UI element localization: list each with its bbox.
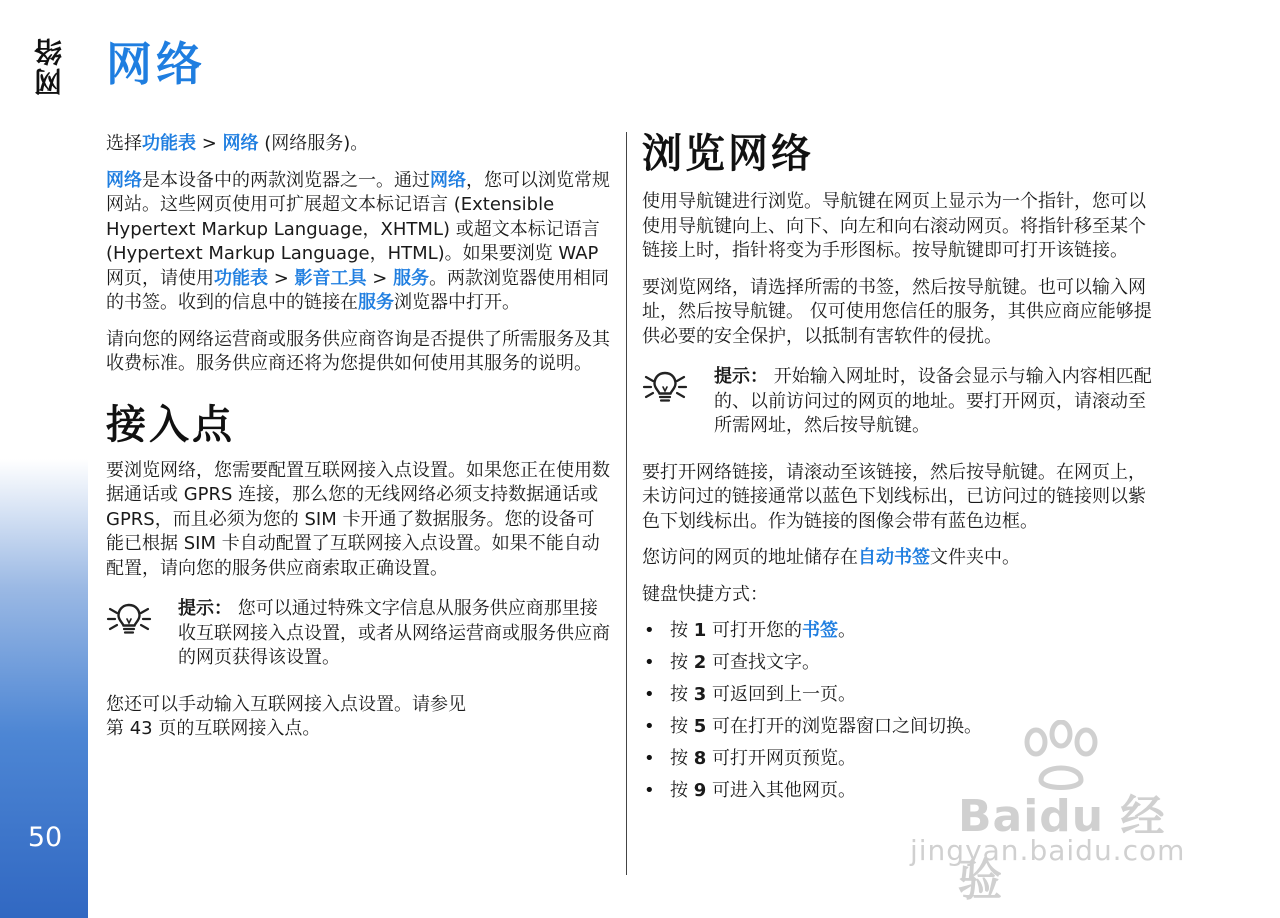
text-span: 是本设备中的两款浏览器之一。通过 <box>142 169 430 191</box>
shortcut-key: 3 <box>693 684 707 705</box>
text-span: 按 <box>670 780 694 801</box>
menu-link-services[interactable]: 服务 <box>393 267 430 289</box>
menu-link-web[interactable]: 网络 <box>222 133 259 154</box>
list-item <box>642 651 1152 675</box>
text-span: 可打开网页预览。 <box>706 748 856 769</box>
watermark-brand: Baidu 经验 <box>958 791 1166 906</box>
tip-label: 提示： <box>178 598 232 619</box>
links-paragraph: 要打开网络链接，请滚动至该链接，然后按导航键。在网页上，未访问过的链接通常以蓝色下划线标出，已访问过的链接则以紫色下划线标出。作为链接的图像会带有蓝色边框。 <box>642 461 1146 532</box>
menu-path-paragraph <box>106 132 611 157</box>
shortcuts-heading: 键盘快捷方式： <box>642 583 768 605</box>
menu-link-functions[interactable]: 功能表 <box>142 133 196 154</box>
page-reference: 第 43 页的互联网接入点。 <box>106 718 321 739</box>
shortcut-key: 1 <box>693 620 707 641</box>
watermark-url: jingyan.baidu.com <box>910 834 1186 867</box>
text-span: 按 <box>670 716 694 737</box>
shortcut-key: 2 <box>693 652 707 673</box>
manual-setup-paragraph <box>106 693 611 742</box>
sidebar <box>0 0 88 918</box>
text-span: 可返回到上一页。 <box>706 684 856 705</box>
section-heading-browse: 浏览网络 <box>642 131 814 177</box>
column-divider <box>626 132 627 875</box>
auto-bookmarks-paragraph <box>642 546 1152 571</box>
menu-link-functions[interactable]: 功能表 <box>214 267 268 289</box>
text-span: > <box>366 267 394 289</box>
text-span: 。两款浏览器使用相同的书签。收到的信息中的链接在 <box>106 267 610 313</box>
navigation-paragraph: 使用导航键进行浏览。导航键在网页上显示为一个指针，您可以使用导航键向上、向下、向左和向右滚动网页。将指针移至某个链接上时，指针将变为手形图标。按导航键即可打开该链接。 <box>642 191 1146 261</box>
tip-box <box>106 597 611 671</box>
browse-paragraph: 要浏览网络，请选择所需的书签，然后按导航键。也可以输入网址，然后按导航键。 仅可使用您信任的服务，其供应商应能够提供必要的安全保护，以抵制有害软件的侵扰。 <box>642 276 1152 347</box>
menu-link-media-tools[interactable]: 影音工具 <box>294 267 367 289</box>
menu-link-services[interactable]: 服务 <box>358 292 394 313</box>
bookmarks-link[interactable]: 书签 <box>802 620 838 641</box>
sidebar-section-title: 网络 <box>33 36 66 96</box>
tip-box <box>642 365 1152 439</box>
watermark <box>908 720 1208 906</box>
tip-body: 开始输入网址时，设备会显示与输入内容相匹配的、以前访问过的网页的地址。要打开网页，请滚动至所需网址，然后按导航键。 <box>714 366 1152 436</box>
menu-link-web[interactable]: 网络 <box>106 169 142 191</box>
right-column <box>642 132 1152 811</box>
tip-text <box>178 597 611 671</box>
text-span: 按 <box>670 748 694 769</box>
text-span: 您访问的网页的地址储存在 <box>642 547 858 568</box>
shortcut-key: 9 <box>693 780 707 801</box>
text-span: 按 <box>670 652 694 673</box>
text-span: > <box>268 267 295 289</box>
auto-bookmarks-link[interactable]: 自动书签 <box>858 547 930 568</box>
text-span: 选择 <box>106 133 142 154</box>
shortcut-key: 8 <box>693 748 707 769</box>
text-span: 可打开您的 <box>706 620 802 641</box>
page-number: 50 <box>27 822 63 853</box>
text-span: 。 <box>838 620 856 641</box>
text-span: 可在打开的浏览器窗口之间切换。 <box>706 716 982 737</box>
tip-label: 提示： <box>714 366 768 387</box>
text-span: 文件夹中。 <box>930 547 1020 568</box>
text-span: > <box>196 133 223 154</box>
intro-paragraph <box>106 169 611 316</box>
text-span: 按 <box>670 620 694 641</box>
text-span: (网络服务)。 <box>258 133 369 154</box>
lightbulb-icon <box>106 597 178 671</box>
menu-link-web[interactable]: 网络 <box>430 169 466 191</box>
section-heading-access-point: 接入点 <box>106 401 235 448</box>
tip-text <box>714 365 1152 439</box>
text-span: 可进入其他网页。 <box>706 780 856 801</box>
text-span: 您还可以手动输入互联网接入点设置。请参见 <box>106 693 466 715</box>
text-span: ，您可以浏览常规网站。这些网页使用可扩展超文本标记语言 (Extensible Hypertext Markup Language，XHTML) 或超文本标记语言 (Hypertext Markup Language，HTML)。如果要浏览 WAP 网页，请使用 <box>106 169 610 289</box>
operator-paragraph: 请向您的网络运营商或服务供应商咨询是否提供了所需服务及其收费标准。服务供应商还将为您提供如何使用其服务的说明。 <box>106 328 610 374</box>
list-item <box>642 683 1152 707</box>
left-column <box>106 132 611 754</box>
list-item <box>642 619 1152 643</box>
text-span: 按 <box>670 684 694 705</box>
lightbulb-icon <box>642 365 714 439</box>
text-span: 浏览器中打开。 <box>394 292 520 313</box>
text-span: 可查找文字。 <box>706 652 820 673</box>
shortcut-key: 5 <box>693 716 707 737</box>
page-title: 网络 <box>106 37 206 91</box>
tip-body: 您可以通过特殊文字信息从服务供应商那里接收互联网接入点设置，或者从网络运营商或服务供应商的网页获得该设置。 <box>178 598 610 668</box>
access-point-paragraph: 要浏览网络，您需要配置互联网接入点设置。如果您正在使用数据通话或 GPRS 连接，那么您的无线网络必须支持数据通话或 GPRS，而且必须为您的 SIM 卡开通了数据服务。您的设备可能已根据 SIM 卡自动配置了互联网接入点设置。如果不能自动配置，请向您的服务供应商索取正确设置。 <box>106 459 610 579</box>
